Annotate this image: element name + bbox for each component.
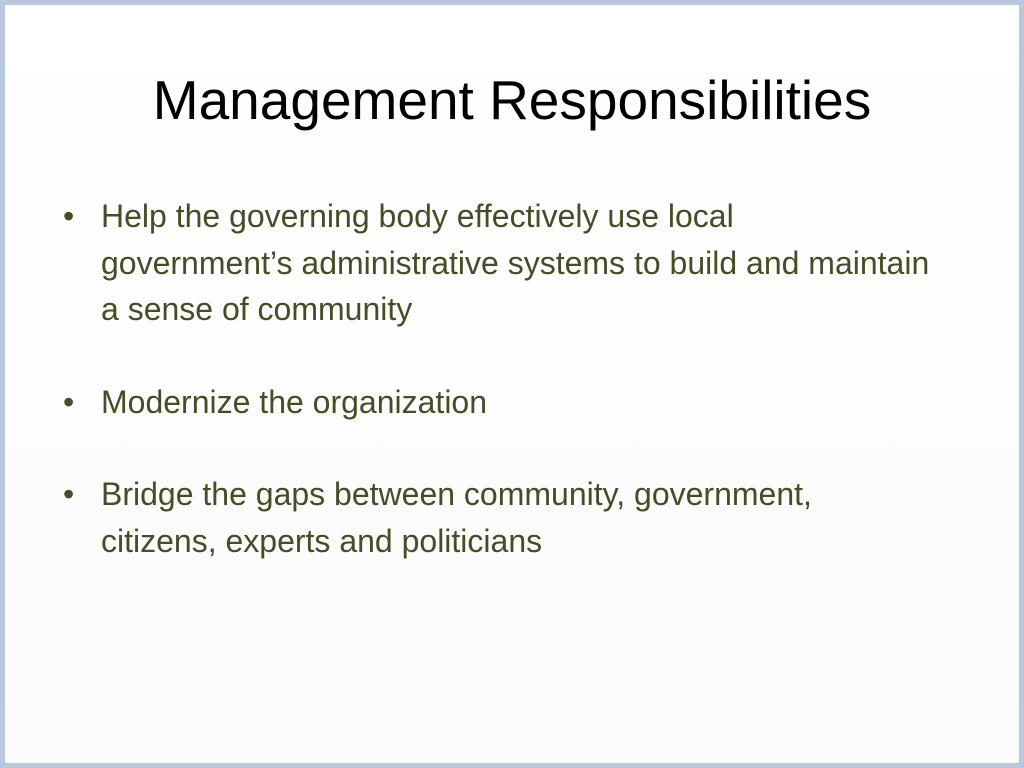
- slide-title: Management Responsibilities: [152, 69, 872, 131]
- bullet-text: Bridge the gaps between community, government, citizens, experts and politicians: [101, 476, 812, 559]
- bullet-list: [63, 193, 933, 610]
- bullet-marker: •: [63, 198, 75, 234]
- bullet-text: Help the governing body effectively use local government’s administrative systems to build and maintain a sense of community: [101, 198, 930, 327]
- bullet-marker: •: [63, 476, 75, 512]
- bullet-item-help-governing-body: [63, 193, 933, 333]
- bullet-item-bridge-gaps: [63, 471, 933, 564]
- bullet-item-modernize: [63, 379, 933, 426]
- bullet-marker: •: [63, 383, 75, 420]
- bullet-text: Modernize the organization: [101, 383, 488, 420]
